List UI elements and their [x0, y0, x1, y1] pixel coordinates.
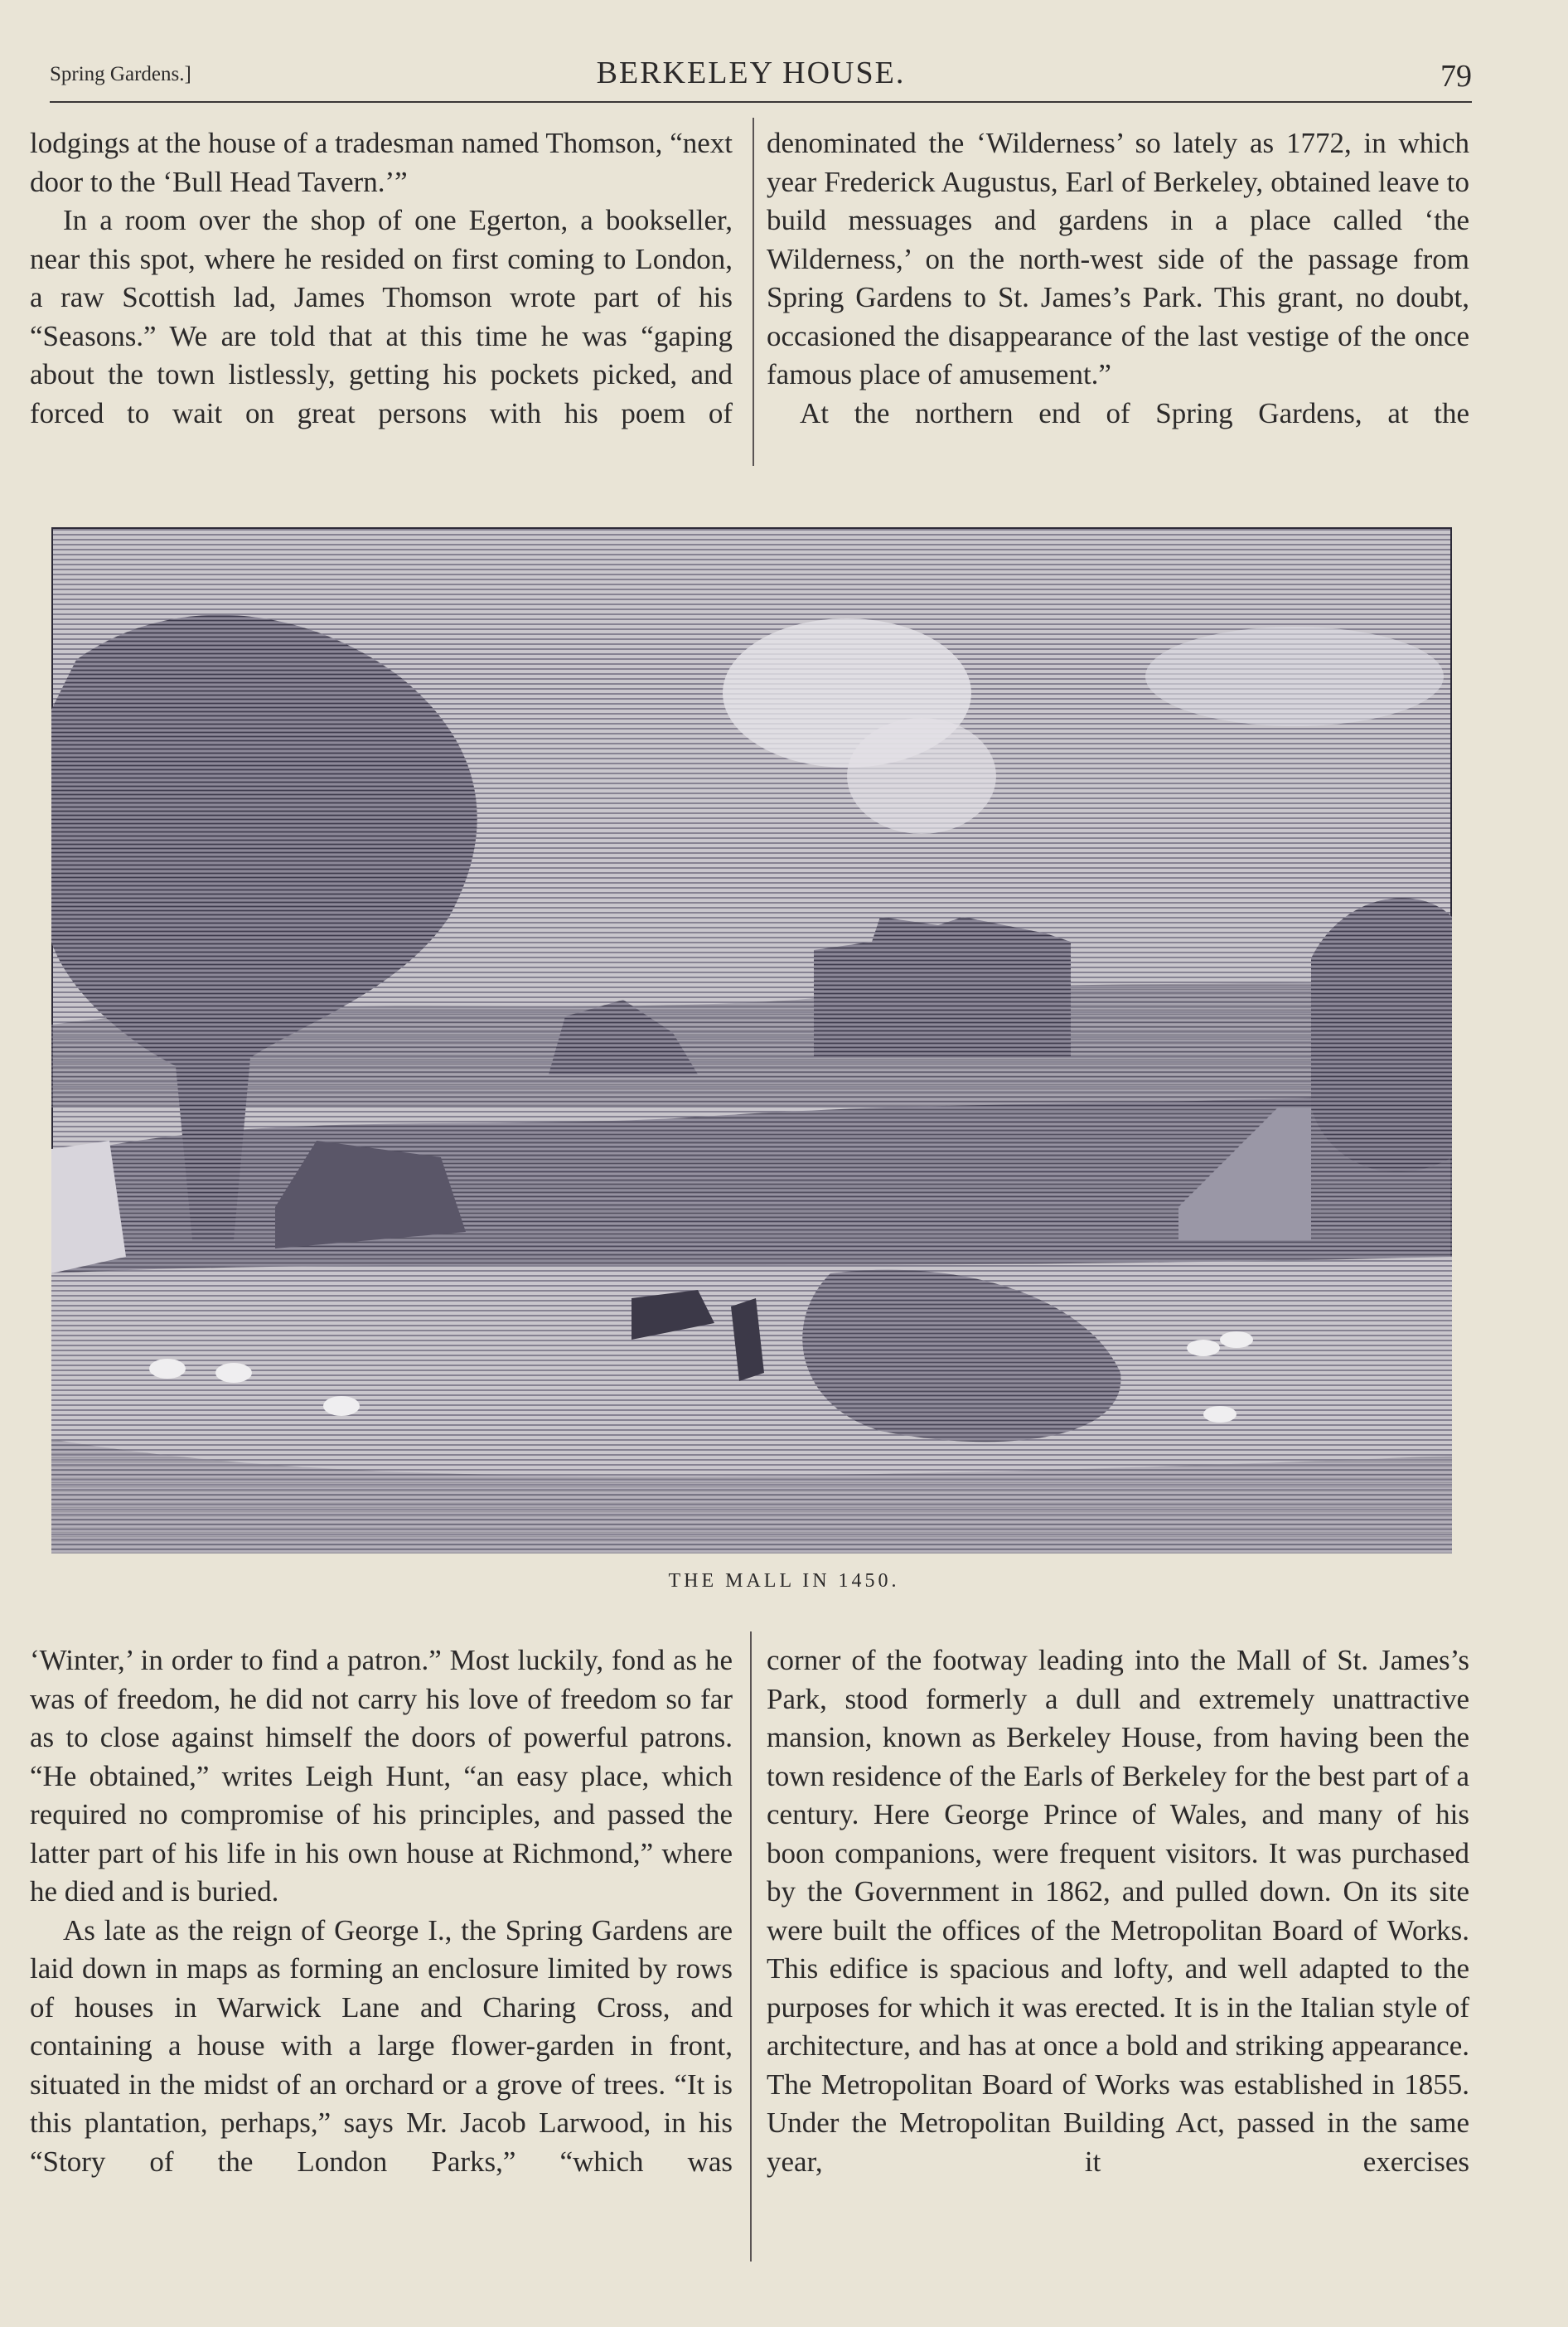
paragraph: At the northern end of Spring Gardens, at the: [800, 396, 1469, 429]
page-number: 79: [1440, 59, 1472, 94]
column-divider: [750, 1631, 752, 2262]
paragraph: denominated the ‘Wilderness’ so lately as 1772, in which year Frederick Augustus, Earl of Berkeley, obtained leave to build messuages and gardens in a place called ‘the Wilderness,’ on the north-west side of the passage from Spring Gardens to St. James’s Park. This grant, no doubt, occasioned the disappearance of the last vestige of the once famous place of amusement.”: [767, 127, 1469, 390]
paragraph: corner of the footway leading into the Mall of St. James’s Park, stood formerly a dull and extremely unattractive mansion, known as Berkeley House, from having been the town residence of the Earls of Berkeley for the best part of a century. Here George Prince of Wales, and many of his boon companions, were frequent visitors. It was purchased by the Government in 1862, and pulled down. On its site were built the offices of the Metropolitan Board of Works. This edifice is spacious and lofty, and well adapted to the purposes for which it was erected. It is in the Italian style of architecture, and has at once a bold and striking appearance. The Metropolitan Board of Works was established in 1855. Under the Metropolitan Building Act, passed in the same year, it exercises: [767, 1644, 1469, 2178]
page-title: BERKELEY HOUSE.: [596, 56, 906, 90]
engraving-illustration: [51, 527, 1452, 1554]
paragraph: ‘Winter,’ in order to find a patron.” Most luckily, fond as he was of freedom, he did not carry his love of freedom so far as to close against himself the doors of powerful patrons. “He obtained,” writes Leigh Hunt, “an easy place, which required no compromise of his principles, and passed the latter part of his life in his own house at Richmond,” where he died and is buried.: [30, 1644, 733, 1908]
paragraph: lodgings at the house of a tradesman named Thomson, “next door to the ‘Bull Head Tavern.’”: [30, 127, 733, 198]
running-header: [30, 51, 1472, 109]
header-rule: [50, 101, 1472, 103]
paragraph: As late as the reign of George I., the Spring Gardens are laid down in maps as forming an enclosure limited by rows of houses in Warwick Lane and Charing Cross, and containing a house with a large flower-garden in front, situated in the midst of an orchard or a grove of trees. “It is this plantation, perhaps,” says Mr. Jacob Larwood, in his “Story of the London Parks,” “which was: [30, 1913, 733, 2178]
column-right-top: [767, 124, 1469, 433]
section-label: Spring Gardens.]: [50, 63, 191, 85]
column-left-bottom: [30, 1641, 733, 2181]
column-right-bottom: [767, 1641, 1469, 2181]
paragraph: In a room over the shop of one Egerton, a bookseller, near this spot, where he resided on first coming to London, a raw Scottish lad, James Thomson wrote part of his “Seasons.” We are told that at this time he was “gaping about the town listlessly, getting his pockets picked, and forced to wait on great persons with his poem of: [30, 204, 733, 429]
figure-caption: THE MALL IN 1450.: [668, 1570, 900, 1592]
column-divider: [753, 118, 754, 466]
column-left-top: [30, 124, 733, 433]
